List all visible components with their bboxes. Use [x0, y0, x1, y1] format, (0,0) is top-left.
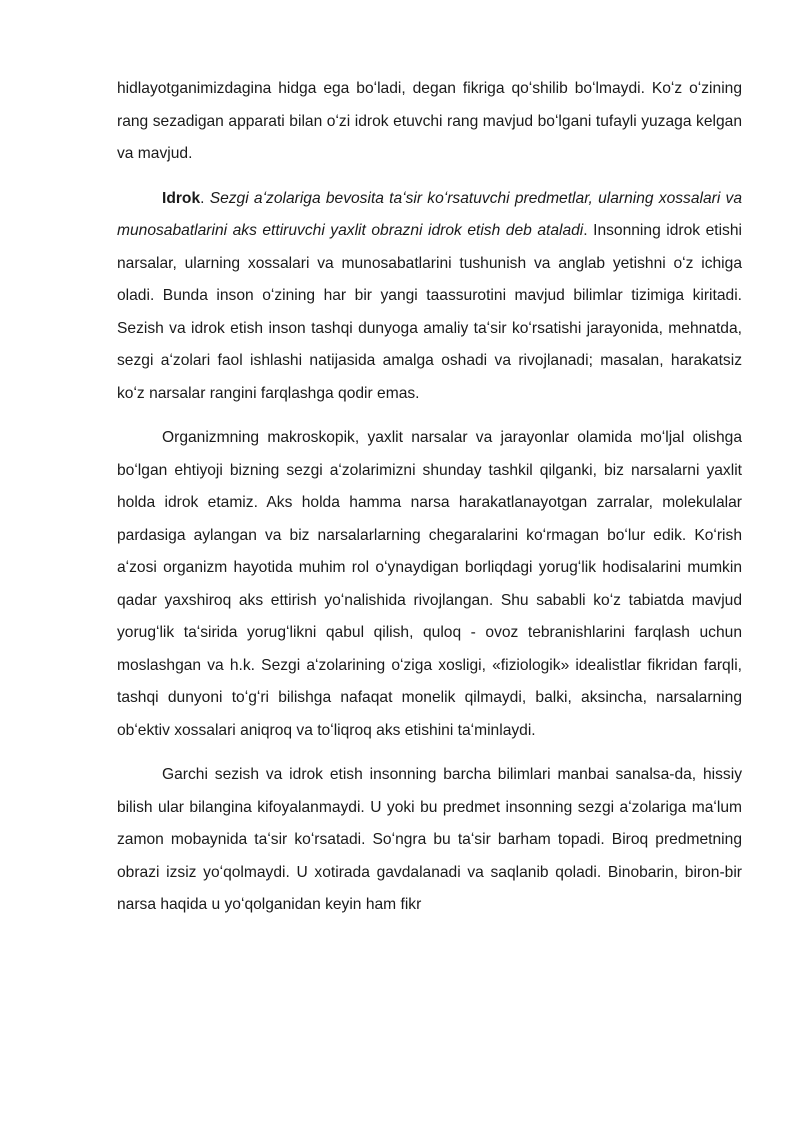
term-separator: . — [200, 189, 210, 207]
paragraph-1: hidlayotganimizdagina hidga ega boʻladi, degan fikriga qoʻshilib boʻlmaydi. Koʻz oʻzining rang sezadigan apparati bilan oʻzi idrok etuvchi rang mavjud boʻlgani tufayli yuzaga kelgan va mavjud. — [117, 80, 742, 162]
paragraph-3: Organizmning makroskopik, yaxlit narsalar va jarayonlar olamida moʻljal olishga boʻlgan ehtiyoji bizning sezgi aʻzolarimizni shunday tashkil qilganki, biz narsalarni yaxlit holda idrok etamiz. Aks holda hamma narsa harakatlanayotgan zarralar, molekulalar pardasiga aylangan va biz narsalarlarning chegaralarini koʻrmagan boʻlur edik. Koʻrish aʻzosi organizm hayotida muhim rol oʻynaydigan borliqdagi yorugʻlik hodisalarini mumkin qadar yaxshiroq aks ettirish yoʻnalishida rivojlangan. Shu sababli koʻz tabiatda mavjud yorugʻlik taʻsirida yorugʻlikni qabul qilish, quloq - ovoz tebranishlarini farqlash uchun moslashgan va h.k. Sezgi aʻzolarining oʻziga xosligi, «fiziologik» idealistlar fikridan farqli, tashqi dunyoni toʻgʻri bilishga nafaqat monelik qilmaydi, balki, aksincha, narsalarning obʻektiv xossalari aniqroq va toʻliqroq aks etishini taʻminlaydi. — [117, 429, 742, 739]
paragraph-2 — [117, 183, 742, 411]
term-idrok: Idrok — [162, 189, 201, 207]
document-body — [117, 73, 742, 922]
definition-idrok: Sezgi aʻzolariga bevosita taʻsir koʻrsatuvchi predmetlar, ularning xossalari va munosabatlarini aks ettiruvchi yaxlit obrazni idrok etish deb ataladi — [117, 189, 742, 239]
paragraph-2-text: . Insonning idrok etishi narsalar, ularning xossalari va munosabatlarini tushunish va anglab yetishni oʻz ichiga oladi. Bunda inson oʻzining har bir yangi taassurotini mavjud bilimlar tizimiga kiritadi. Sezish va idrok etish inson tashqi dunyoga amaliy taʻsir koʻrsatishi jarayonida, mehnatda, sezgi aʻzolari faol ishlashi natijasida amalga oshadi va rivojlanadi; masalan, harakatsiz koʻz narsalar rangini farqlashga qodir emas. — [117, 222, 742, 402]
paragraph-4: Garchi sezish va idrok etish insonning barcha bilimlari manbai sanalsa-da, hissiy bilish ular bilangina kifoyalanmaydi. U yoki bu predmet insonning sezgi aʻzolariga maʻlum zamon mobaynida taʻsir koʻrsatadi. Soʻngra bu taʻsir barham topadi. Biroq predmetning obrazi izsiz yoʻqolmaydi. U xotirada gavdalanadi va saqlanib qoladi. Binobarin, biron-bir narsa haqida u yoʻqolganidan keyin ham fikr — [117, 766, 742, 913]
